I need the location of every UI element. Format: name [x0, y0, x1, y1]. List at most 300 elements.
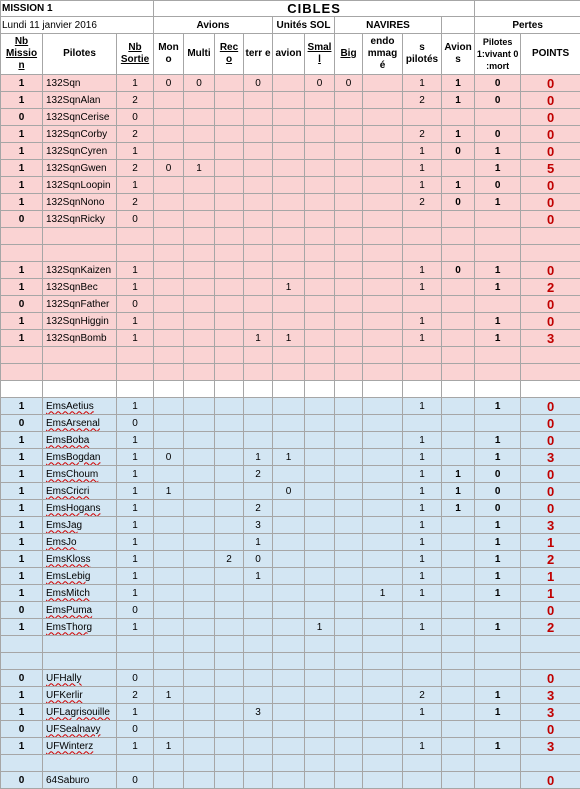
cell-reco[interactable] — [215, 194, 244, 211]
cell-nb-mission[interactable]: 1 — [1, 585, 43, 602]
cell-multi[interactable] — [184, 670, 215, 687]
cell-endommage[interactable] — [363, 262, 403, 279]
cell-reco[interactable] — [215, 670, 244, 687]
cell-vivant[interactable]: 1 — [475, 534, 521, 551]
cell-pilote[interactable]: EmsLebig — [43, 568, 117, 585]
cell-big[interactable] — [335, 194, 363, 211]
cell-reco[interactable] — [215, 330, 244, 347]
cell-big[interactable] — [335, 483, 363, 500]
cell-vivant[interactable]: 0 — [475, 500, 521, 517]
cell-small[interactable] — [305, 466, 335, 483]
cell-avion[interactable] — [273, 245, 305, 262]
cell-nb-sortie[interactable]: 0 — [117, 415, 154, 432]
cell-nb-mission[interactable]: 1 — [1, 313, 43, 330]
cell-avions-s[interactable] — [442, 704, 475, 721]
cell-pilote[interactable]: 132SqnFather — [43, 296, 117, 313]
cell-small[interactable] — [305, 364, 335, 381]
cell-pilote[interactable] — [43, 228, 117, 245]
cell-terre[interactable] — [244, 602, 273, 619]
cell-nb-mission[interactable] — [1, 347, 43, 364]
cell-big[interactable] — [335, 585, 363, 602]
cell-small[interactable] — [305, 432, 335, 449]
cell-multi[interactable] — [184, 296, 215, 313]
cell-small[interactable] — [305, 704, 335, 721]
cell-nb-sortie[interactable]: 1 — [117, 517, 154, 534]
cell-big[interactable] — [335, 279, 363, 296]
cell-avions-s[interactable] — [442, 381, 475, 398]
cell-avions-s[interactable] — [442, 585, 475, 602]
cell-points[interactable]: 2 — [521, 551, 580, 568]
cell-avions-s[interactable] — [442, 653, 475, 670]
cell-nb-sortie[interactable]: 0 — [117, 211, 154, 228]
cell-pilotes-s[interactable]: 1 — [403, 262, 442, 279]
cell-pilote[interactable]: 132SqnHiggin — [43, 313, 117, 330]
cell-nb-sortie[interactable]: 1 — [117, 738, 154, 755]
cell-reco[interactable] — [215, 177, 244, 194]
cell-vivant[interactable] — [475, 296, 521, 313]
cell-vivant[interactable]: 1 — [475, 279, 521, 296]
cell-terre[interactable] — [244, 670, 273, 687]
cell-nb-sortie[interactable]: 2 — [117, 92, 154, 109]
cell-avion[interactable] — [273, 296, 305, 313]
cell-vivant[interactable]: 0 — [475, 75, 521, 92]
cell-avion[interactable] — [273, 228, 305, 245]
cell-nb-sortie[interactable]: 2 — [117, 126, 154, 143]
cell-vivant[interactable]: 0 — [475, 483, 521, 500]
cell-mono[interactable] — [154, 534, 184, 551]
cell-pilotes-s[interactable]: 1 — [403, 500, 442, 517]
cell-mono[interactable] — [154, 347, 184, 364]
cell-nb-mission[interactable]: 0 — [1, 296, 43, 313]
cell-endommage[interactable] — [363, 109, 403, 126]
cell-nb-sortie[interactable]: 1 — [117, 432, 154, 449]
cell-big[interactable] — [335, 211, 363, 228]
cell-terre[interactable] — [244, 636, 273, 653]
cell-vivant[interactable] — [475, 653, 521, 670]
cell-pilote[interactable] — [43, 653, 117, 670]
cell-big[interactable] — [335, 636, 363, 653]
cell-nb-mission[interactable]: 1 — [1, 687, 43, 704]
cell-nb-sortie[interactable]: 0 — [117, 670, 154, 687]
cell-pilote[interactable] — [43, 245, 117, 262]
cell-points[interactable]: 0 — [521, 500, 580, 517]
cell-endommage[interactable] — [363, 415, 403, 432]
cell-avion[interactable] — [273, 636, 305, 653]
cell-mono[interactable] — [154, 364, 184, 381]
cell-multi[interactable] — [184, 449, 215, 466]
cell-endommage[interactable] — [363, 483, 403, 500]
cell-reco[interactable] — [215, 75, 244, 92]
cell-nb-sortie[interactable] — [117, 364, 154, 381]
cell-nb-mission[interactable]: 1 — [1, 551, 43, 568]
cell-avions-s[interactable] — [442, 687, 475, 704]
cell-pilote[interactable]: 132SqnGwen — [43, 160, 117, 177]
cell-small[interactable] — [305, 330, 335, 347]
cell-avion[interactable] — [273, 704, 305, 721]
cell-pilote[interactable] — [43, 636, 117, 653]
cell-big[interactable] — [335, 313, 363, 330]
cell-vivant[interactable] — [475, 211, 521, 228]
cell-big[interactable] — [335, 330, 363, 347]
cell-points[interactable]: 1 — [521, 568, 580, 585]
avions-group-header[interactable]: Avions — [154, 17, 273, 34]
cell-endommage[interactable] — [363, 432, 403, 449]
cell-multi[interactable] — [184, 585, 215, 602]
cell-multi[interactable] — [184, 109, 215, 126]
cell-nb-mission[interactable]: 0 — [1, 670, 43, 687]
cell-avions-s[interactable]: 1 — [442, 126, 475, 143]
cell-nb-mission[interactable]: 0 — [1, 109, 43, 126]
cell-pilotes-s[interactable]: 1 — [403, 466, 442, 483]
cell-big[interactable] — [335, 228, 363, 245]
cell-multi[interactable] — [184, 721, 215, 738]
col-header-nb-mission[interactable]: Nb Missio n — [1, 34, 43, 75]
cell-pilote[interactable]: EmsThorg — [43, 619, 117, 636]
cell-nb-mission[interactable] — [1, 381, 43, 398]
cell-reco[interactable] — [215, 126, 244, 143]
cell-mono[interactable] — [154, 143, 184, 160]
cell-nb-mission[interactable]: 1 — [1, 279, 43, 296]
cell-multi[interactable] — [184, 177, 215, 194]
cell-nb-sortie[interactable]: 1 — [117, 313, 154, 330]
cell-endommage[interactable] — [363, 313, 403, 330]
cell-nb-mission[interactable] — [1, 228, 43, 245]
cell-avions-s[interactable] — [442, 449, 475, 466]
cell-vivant[interactable] — [475, 364, 521, 381]
cell-big[interactable] — [335, 500, 363, 517]
cell-mono[interactable] — [154, 381, 184, 398]
cell-small[interactable] — [305, 228, 335, 245]
cell-nb-mission[interactable] — [1, 245, 43, 262]
cell-pilotes-s[interactable] — [403, 109, 442, 126]
cell-nb-sortie[interactable]: 1 — [117, 262, 154, 279]
cell-avion[interactable] — [273, 126, 305, 143]
cell-avions-s[interactable] — [442, 602, 475, 619]
cell-mono[interactable] — [154, 517, 184, 534]
cell-mono[interactable] — [154, 126, 184, 143]
cell-pilote[interactable]: UFKerlir — [43, 687, 117, 704]
cell-terre[interactable] — [244, 194, 273, 211]
cell-pilote[interactable]: 132SqnCorby — [43, 126, 117, 143]
cell-endommage[interactable] — [363, 92, 403, 109]
cell-vivant[interactable]: 1 — [475, 194, 521, 211]
cell-big[interactable] — [335, 296, 363, 313]
cell-pilotes-s[interactable] — [403, 415, 442, 432]
cell-avion[interactable] — [273, 687, 305, 704]
cell-multi[interactable] — [184, 194, 215, 211]
cell-reco[interactable] — [215, 500, 244, 517]
cell-mono[interactable] — [154, 432, 184, 449]
pertes-group-header[interactable]: Pertes — [475, 17, 580, 34]
cell-small[interactable] — [305, 109, 335, 126]
cell-multi[interactable] — [184, 551, 215, 568]
cell-big[interactable] — [335, 551, 363, 568]
cell-terre[interactable] — [244, 585, 273, 602]
cell-avion[interactable] — [273, 109, 305, 126]
cell-reco[interactable] — [215, 211, 244, 228]
cell-multi[interactable] — [184, 262, 215, 279]
cell-mono[interactable]: 1 — [154, 738, 184, 755]
cell-avions-s[interactable]: 0 — [442, 262, 475, 279]
cell-avions-s[interactable]: 1 — [442, 75, 475, 92]
cell-mono[interactable] — [154, 568, 184, 585]
cell-small[interactable] — [305, 211, 335, 228]
cell-terre[interactable]: 0 — [244, 551, 273, 568]
cell-vivant[interactable] — [475, 228, 521, 245]
cell-avions-s[interactable] — [442, 517, 475, 534]
cell-nb-sortie[interactable]: 1 — [117, 568, 154, 585]
cell-avion[interactable]: 1 — [273, 449, 305, 466]
cell-nb-mission[interactable]: 1 — [1, 483, 43, 500]
cell-avion[interactable] — [273, 619, 305, 636]
cell-vivant[interactable]: 0 — [475, 177, 521, 194]
cell-endommage[interactable] — [363, 449, 403, 466]
cell-vivant[interactable]: 1 — [475, 262, 521, 279]
cell-vivant[interactable] — [475, 772, 521, 789]
cell-nb-sortie[interactable]: 0 — [117, 109, 154, 126]
cell-mono[interactable] — [154, 211, 184, 228]
cell-terre[interactable] — [244, 687, 273, 704]
cell-big[interactable] — [335, 449, 363, 466]
cell-avion[interactable] — [273, 364, 305, 381]
cell-multi[interactable] — [184, 228, 215, 245]
cell-terre[interactable] — [244, 228, 273, 245]
cell-avions-s[interactable]: 1 — [442, 177, 475, 194]
cell-nb-mission[interactable]: 1 — [1, 143, 43, 160]
cell-terre[interactable]: 1 — [244, 534, 273, 551]
cell-multi[interactable] — [184, 381, 215, 398]
cell-avions-s[interactable] — [442, 568, 475, 585]
cell-points[interactable]: 3 — [521, 687, 580, 704]
cell-vivant[interactable] — [475, 347, 521, 364]
cell-pilote[interactable]: EmsCricri — [43, 483, 117, 500]
cell-avions-s[interactable] — [442, 772, 475, 789]
cell-avions-s[interactable] — [442, 279, 475, 296]
cell-avion[interactable] — [273, 500, 305, 517]
cell-small[interactable] — [305, 568, 335, 585]
cell-endommage[interactable] — [363, 534, 403, 551]
cell-nb-mission[interactable]: 1 — [1, 466, 43, 483]
cell-reco[interactable] — [215, 364, 244, 381]
cell-small[interactable] — [305, 636, 335, 653]
cell-reco[interactable] — [215, 517, 244, 534]
cell-points[interactable]: 0 — [521, 602, 580, 619]
cell-mono[interactable]: 1 — [154, 687, 184, 704]
cibles-group-header[interactable]: CIBLES — [154, 1, 475, 17]
cell-endommage[interactable] — [363, 670, 403, 687]
cell-avion[interactable] — [273, 262, 305, 279]
cell-points[interactable] — [521, 381, 580, 398]
col-header-mono[interactable]: Mon o — [154, 34, 184, 75]
cell-pilote[interactable]: 132SqnNono — [43, 194, 117, 211]
cell-mono[interactable] — [154, 415, 184, 432]
cell-pilotes-s[interactable]: 1 — [403, 143, 442, 160]
cell-vivant[interactable]: 0 — [475, 92, 521, 109]
cell-reco[interactable] — [215, 585, 244, 602]
cell-mono[interactable] — [154, 500, 184, 517]
cell-nb-sortie[interactable]: 1 — [117, 75, 154, 92]
cell-terre[interactable] — [244, 109, 273, 126]
col-header-avions-s[interactable]: Avion s — [442, 34, 475, 75]
cell-pilote[interactable]: UFHally — [43, 670, 117, 687]
cell-nb-mission[interactable]: 1 — [1, 92, 43, 109]
cell-pilotes-s[interactable]: 2 — [403, 92, 442, 109]
cell-pilotes-s[interactable]: 1 — [403, 432, 442, 449]
cell-pilote[interactable]: EmsJo — [43, 534, 117, 551]
cell-vivant[interactable]: 1 — [475, 704, 521, 721]
cell-reco[interactable] — [215, 381, 244, 398]
cell-multi[interactable] — [184, 534, 215, 551]
cell-points[interactable]: 5 — [521, 160, 580, 177]
cell-big[interactable] — [335, 364, 363, 381]
cell-avions-s[interactable] — [442, 364, 475, 381]
col-header-pilotes[interactable]: Pilotes — [43, 34, 117, 75]
cell-nb-sortie[interactable]: 2 — [117, 160, 154, 177]
cell-vivant[interactable] — [475, 670, 521, 687]
cell-pilotes-s[interactable]: 2 — [403, 194, 442, 211]
cell-avions-s[interactable] — [442, 398, 475, 415]
cell-pilotes-s[interactable]: 1 — [403, 619, 442, 636]
cell-mono[interactable] — [154, 330, 184, 347]
cell-pilotes-s[interactable] — [403, 381, 442, 398]
cell-mono[interactable] — [154, 551, 184, 568]
cell-small[interactable] — [305, 738, 335, 755]
cell-reco[interactable] — [215, 704, 244, 721]
cell-small[interactable] — [305, 313, 335, 330]
cell-terre[interactable] — [244, 92, 273, 109]
cell-reco[interactable] — [215, 738, 244, 755]
cell-reco[interactable] — [215, 415, 244, 432]
cell-avions-s[interactable] — [442, 347, 475, 364]
cell-mono[interactable] — [154, 653, 184, 670]
cell-vivant[interactable]: 1 — [475, 738, 521, 755]
cell-nb-mission[interactable]: 1 — [1, 449, 43, 466]
cell-points[interactable] — [521, 653, 580, 670]
cell-points[interactable]: 0 — [521, 126, 580, 143]
cell-avion[interactable] — [273, 466, 305, 483]
cell-terre[interactable]: 1 — [244, 330, 273, 347]
cell-mono[interactable] — [154, 109, 184, 126]
cell-pilote[interactable]: 132SqnBomb — [43, 330, 117, 347]
cell-nb-sortie[interactable]: 1 — [117, 449, 154, 466]
cell-big[interactable] — [335, 466, 363, 483]
cell-mono[interactable] — [154, 398, 184, 415]
cell-pilotes-s[interactable]: 1 — [403, 517, 442, 534]
cell-pilotes-s[interactable]: 1 — [403, 449, 442, 466]
cell-avion[interactable] — [273, 398, 305, 415]
cell-small[interactable] — [305, 500, 335, 517]
cell-small[interactable] — [305, 687, 335, 704]
cell-avions-s[interactable] — [442, 160, 475, 177]
cell-vivant[interactable]: 1 — [475, 330, 521, 347]
cell-endommage[interactable] — [363, 177, 403, 194]
cell-mono[interactable] — [154, 670, 184, 687]
cell-endommage[interactable] — [363, 160, 403, 177]
cell-pilote[interactable]: 132SqnCerise — [43, 109, 117, 126]
cell-big[interactable] — [335, 160, 363, 177]
cell-multi[interactable] — [184, 245, 215, 262]
cell-avion[interactable] — [273, 517, 305, 534]
cell-pilotes-s[interactable]: 1 — [403, 313, 442, 330]
cell-multi[interactable] — [184, 415, 215, 432]
cell-avion[interactable] — [273, 432, 305, 449]
cell-pilotes-s[interactable]: 1 — [403, 585, 442, 602]
cell-pilotes-s[interactable]: 1 — [403, 534, 442, 551]
cell-big[interactable] — [335, 687, 363, 704]
cell-pilote[interactable]: EmsArsenal — [43, 415, 117, 432]
cell-terre[interactable] — [244, 738, 273, 755]
cell-points[interactable] — [521, 228, 580, 245]
cell-reco[interactable] — [215, 534, 244, 551]
cell-nb-mission[interactable]: 0 — [1, 602, 43, 619]
cell-pilotes-s[interactable]: 1 — [403, 279, 442, 296]
cell-big[interactable] — [335, 619, 363, 636]
col-header-small[interactable]: Smal l — [305, 34, 335, 75]
cell-points[interactable]: 0 — [521, 211, 580, 228]
cell-small[interactable] — [305, 449, 335, 466]
cell-vivant[interactable] — [475, 245, 521, 262]
cell-small[interactable] — [305, 279, 335, 296]
cell-terre[interactable] — [244, 364, 273, 381]
cell-reco[interactable] — [215, 92, 244, 109]
cell-pilote[interactable]: 132SqnBec — [43, 279, 117, 296]
cell-reco[interactable]: 2 — [215, 551, 244, 568]
cell-nb-mission[interactable]: 1 — [1, 738, 43, 755]
cell-points[interactable]: 0 — [521, 466, 580, 483]
cell-points[interactable]: 2 — [521, 279, 580, 296]
cell-pilote[interactable]: EmsMitch — [43, 585, 117, 602]
cell-avions-s[interactable] — [442, 738, 475, 755]
cell-endommage[interactable] — [363, 721, 403, 738]
cell-small[interactable] — [305, 415, 335, 432]
navires-group-header[interactable]: NAVIRES — [335, 17, 442, 34]
cell-points[interactable]: 0 — [521, 415, 580, 432]
cell-vivant[interactable]: 1 — [475, 313, 521, 330]
cell-multi[interactable]: 1 — [184, 160, 215, 177]
cell-nb-sortie[interactable] — [117, 653, 154, 670]
cell-pilotes-s[interactable] — [403, 602, 442, 619]
cell-multi[interactable] — [184, 517, 215, 534]
cell-avions-s[interactable]: 0 — [442, 194, 475, 211]
cell-multi[interactable] — [184, 483, 215, 500]
cell-nb-mission[interactable]: 1 — [1, 619, 43, 636]
cell-avion[interactable] — [273, 92, 305, 109]
cell-pilote[interactable]: 132SqnCyren — [43, 143, 117, 160]
cell-nb-sortie[interactable] — [117, 636, 154, 653]
cell-vivant[interactable]: 0 — [475, 126, 521, 143]
col-header-multi[interactable]: Multi — [184, 34, 215, 75]
cell-points[interactable]: 3 — [521, 517, 580, 534]
cell-small[interactable] — [305, 517, 335, 534]
cell-points[interactable]: 0 — [521, 398, 580, 415]
cell-avion[interactable]: 1 — [273, 279, 305, 296]
cell-vivant[interactable]: 1 — [475, 687, 521, 704]
cell-big[interactable] — [335, 568, 363, 585]
cell-nb-sortie[interactable]: 1 — [117, 177, 154, 194]
cell-endommage[interactable] — [363, 653, 403, 670]
cell-endommage[interactable] — [363, 211, 403, 228]
cell-terre[interactable] — [244, 126, 273, 143]
cell-small[interactable]: 1 — [305, 619, 335, 636]
col-header-avion[interactable]: avion — [273, 34, 305, 75]
cell-avions-s[interactable]: 1 — [442, 483, 475, 500]
cell-avions-s[interactable] — [442, 534, 475, 551]
cell-pilote[interactable]: UFWinterz — [43, 738, 117, 755]
cell-terre[interactable] — [244, 415, 273, 432]
cell-multi[interactable] — [184, 143, 215, 160]
cell-multi[interactable]: 0 — [184, 75, 215, 92]
cell-nb-mission[interactable] — [1, 636, 43, 653]
